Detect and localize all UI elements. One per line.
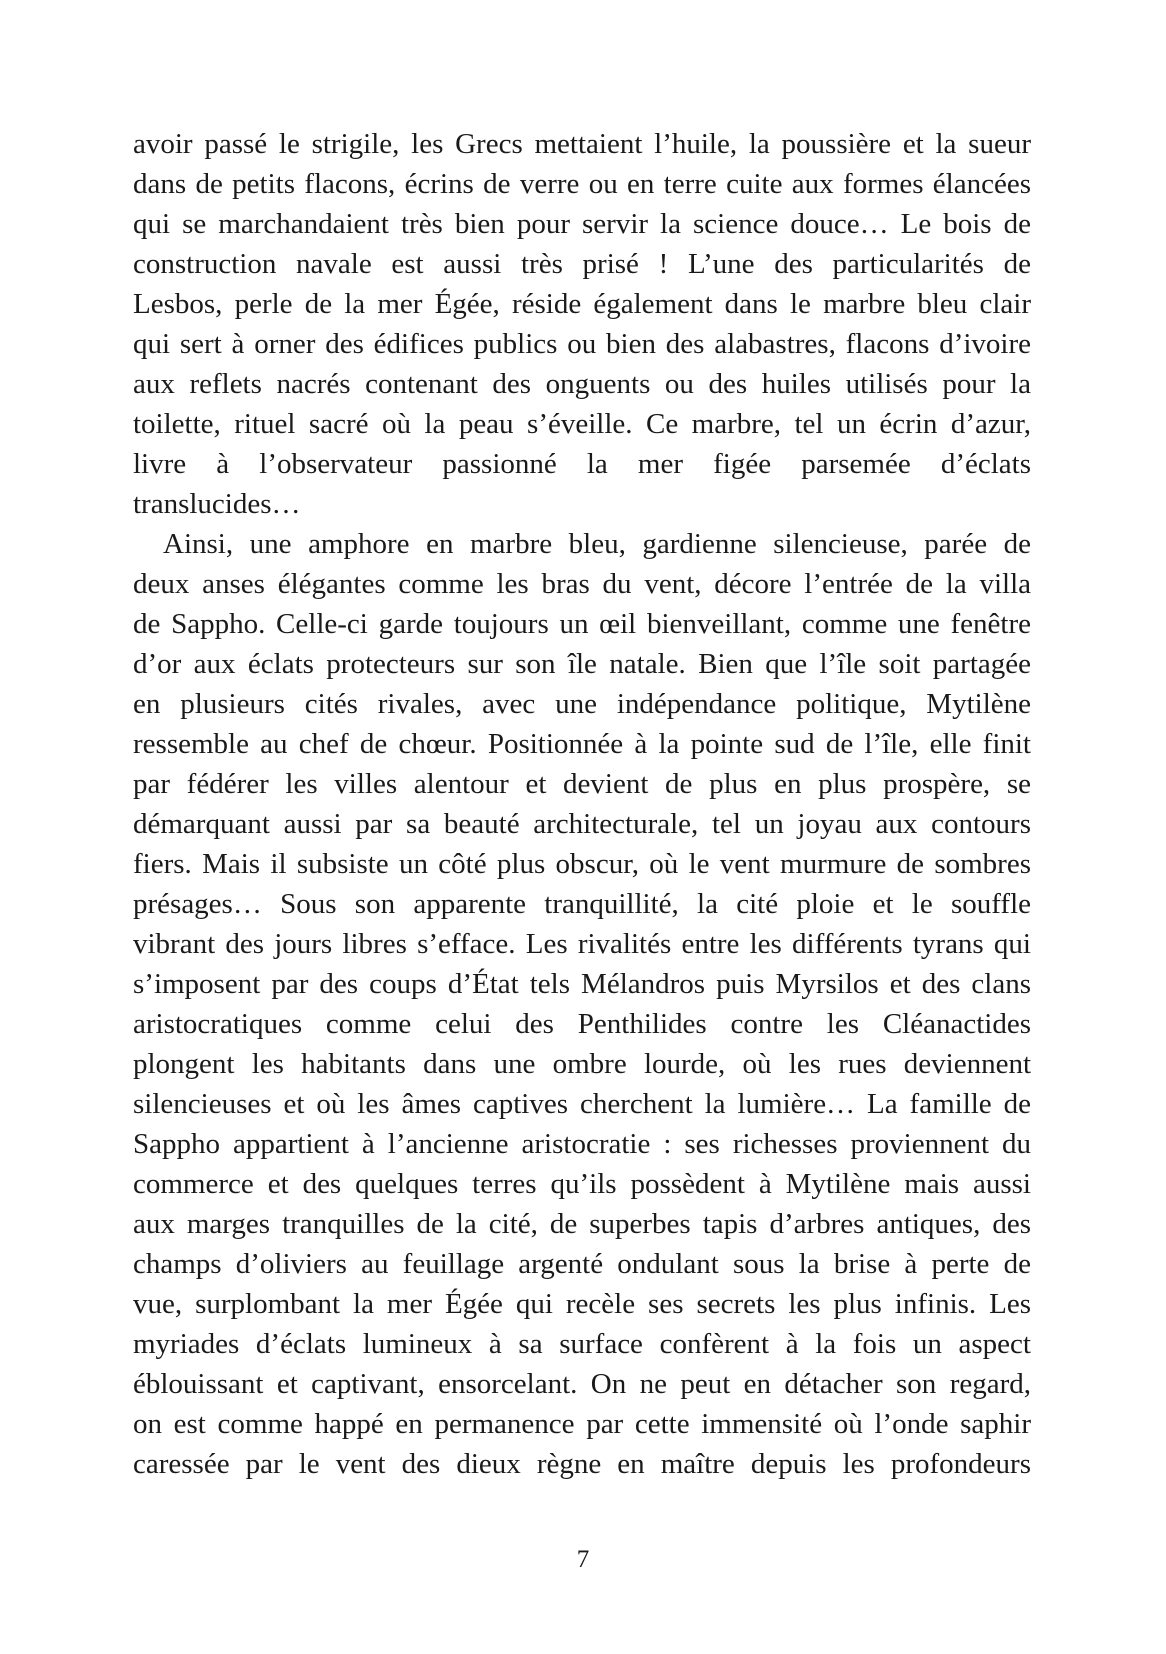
paragraph-2 (133, 524, 1031, 1484)
text-line: Ainsi, une amphore en marbre bleu, gardienne silencieuse, parée de (163, 528, 1031, 560)
text-line: Lesbos, perle de la mer Égée, réside également dans le marbre bleu clair (133, 288, 1031, 320)
text-line: éblouissant et captivant, ensorcelant. On ne peut en détacher son regard, (133, 1368, 1031, 1400)
text-line: on est comme happé en permanence par cette immensité où l’onde saphir (133, 1408, 1031, 1440)
text-line: qui sert à orner des édifices publics ou bien des alabastres, flacons d’ivoire (133, 328, 1031, 360)
text-line: d’or aux éclats protecteurs sur son île natale. Bien que l’île soit partagée (133, 648, 1031, 680)
text-line: champs d’oliviers au feuillage argenté ondulant sous la brise à perte de (133, 1248, 1031, 1280)
text-line: par fédérer les villes alentour et devient de plus en plus prospère, se (133, 768, 1031, 800)
text-line: de Sappho. Celle-ci garde toujours un œil bienveillant, comme une fenêtre (133, 608, 1031, 640)
text-line: aux marges tranquilles de la cité, de superbes tapis d’arbres antiques, des (133, 1208, 1031, 1240)
text-line: livre à l’observateur passionné la mer figée parsemée d’éclats (133, 448, 1031, 480)
body-text (133, 124, 1031, 1484)
text-line: plongent les habitants dans une ombre lourde, où les rues deviennent (133, 1048, 1031, 1080)
text-line: translucides… (133, 488, 301, 520)
text-line: qui se marchandaient très bien pour servir la science douce… Le bois de (133, 208, 1031, 240)
text-line: aristocratiques comme celui des Penthilides contre les Cléanactides (133, 1008, 1031, 1040)
text-line: démarquant aussi par sa beauté architecturale, tel un joyau aux contours (133, 808, 1031, 840)
text-line: en plusieurs cités rivales, avec une indépendance politique, Mytilène (133, 688, 1031, 720)
text-line: présages… Sous son apparente tranquillité, la cité ploie et le souffle (133, 888, 1031, 920)
text-line: ressemble au chef de chœur. Positionnée à la pointe sud de l’île, elle finit (133, 728, 1031, 760)
text-line: toilette, rituel sacré où la peau s’éveille. Ce marbre, tel un écrin d’azur, (133, 408, 1031, 440)
paragraph-1 (133, 124, 1031, 524)
page-number: 7 (576, 1546, 590, 1573)
text-line: vibrant des jours libres s’efface. Les rivalités entre les différents tyrans qui (133, 928, 1031, 960)
text-line: silencieuses et où les âmes captives cherchent la lumière… La famille de (133, 1088, 1031, 1120)
text-line: myriades d’éclats lumineux à sa surface confèrent à la fois un aspect (133, 1328, 1031, 1360)
text-line: avoir passé le strigile, les Grecs mettaient l’huile, la poussière et la sueur (133, 128, 1031, 160)
text-line: deux anses élégantes comme les bras du vent, décore l’entrée de la villa (133, 568, 1031, 600)
text-line: aux reflets nacrés contenant des onguents ou des huiles utilisés pour la (133, 368, 1031, 400)
text-line: commerce et des quelques terres qu’ils possèdent à Mytilène mais aussi (133, 1168, 1031, 1200)
text-line: caressée par le vent des dieux règne en maître depuis les profondeurs (133, 1448, 1031, 1480)
text-line: vue, surplombant la mer Égée qui recèle ses secrets les plus infinis. Les (133, 1288, 1031, 1320)
text-line: construction navale est aussi très prisé ! L’une des particularités de (133, 248, 1031, 280)
text-line: s’imposent par des coups d’État tels Mélandros puis Myrsilos et des clans (133, 968, 1031, 1000)
text-line: dans de petits flacons, écrins de verre ou en terre cuite aux formes élancées (133, 168, 1031, 200)
text-line: Sappho appartient à l’ancienne aristocratie : ses richesses proviennent du (133, 1128, 1031, 1160)
text-line: fiers. Mais il subsiste un côté plus obscur, où le vent murmure de sombres (133, 848, 1031, 880)
